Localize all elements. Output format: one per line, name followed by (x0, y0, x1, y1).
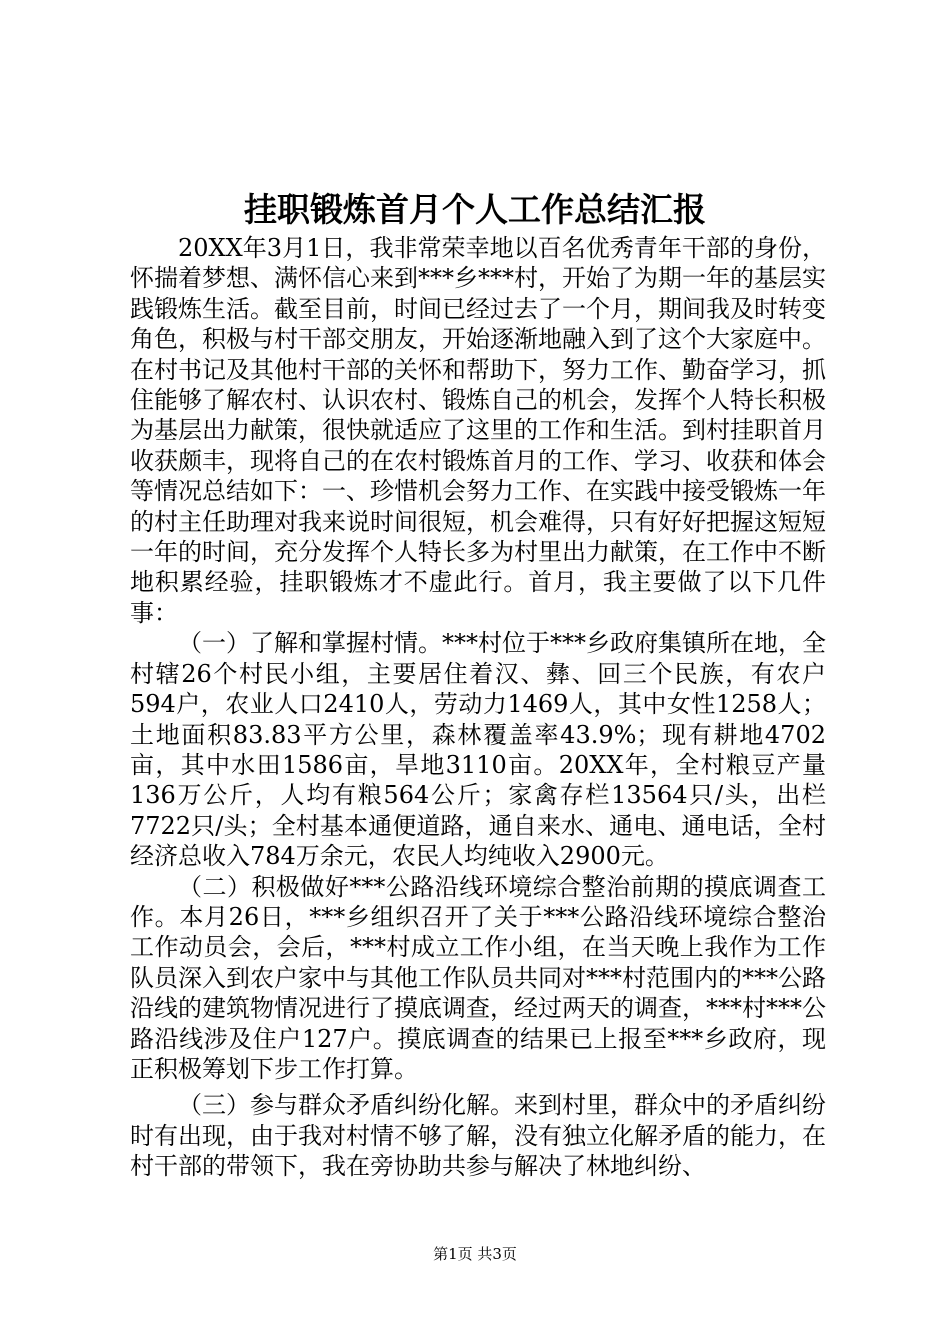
document-title: 挂职锻炼首月个人工作总结汇报 (244, 190, 706, 229)
paragraph-village-info: （一）了解和掌握村情。***村位于***乡政府集镇所在地，全村辖26个村民小组，主要居住着汉、彝、回三个民族，有农户594户，农业人口2410人，劳动力1469人，其中女性1258人；土地面积83.83平方公里，森林覆盖率43.9%；现有耕地4702亩，其中水田1586亩，旱地3110亩。20XX年，全村粮豆产量136万公斤，人均有粮564公斤；家禽存栏13564只/头，出栏7722只/头；全村基本通便道路，通自来水、通电、通电话，全村经济总收入784万余元，农民人均纯收入2900元。 (130, 629, 826, 871)
paragraph-intro: 20XX年3月1日，我非常荣幸地以百名优秀青年干部的身份，怀揣着梦想、满怀信心来到***乡***村，开始了为期一年的基层实践锻炼生活。截至目前，时间已经过去了一个月，期间我及时转变角色，积极与村干部交朋友，开始逐渐地融入到了这个大家庭中。在村书记及其他村干部的关怀和帮助下，努力工作、勤奋学习，抓住能够了解农村、认识农村、锻炼自己的机会，发挥个人特长积极为基层出力献策，很快就适应了这里的工作和生活。到村挂职首月收获颇丰，现将自己的在农村锻炼首月的工作、学习、收获和体会等情况总结如下：一、珍惜机会努力工作、在实践中接受锻炼一年的村主任助理对我来说时间很短，机会难得，只有好好把握这短短一年的时间，充分发挥个人特长多为村里出力献策，在工作中不断地积累经验，挂职锻炼才不虚此行。首月，我主要做了以下几件事： (130, 234, 826, 627)
page-number: 第1页 共3页 (433, 1245, 517, 1263)
paragraph-dispute-resolution: （三）参与群众矛盾纠纷化解。来到村里，群众中的矛盾纠纷时有出现，由于我对村情不够了解，没有独立化解矛盾的能力，在村干部的带领下，我在旁协助共参与解决了林地纠纷、 (130, 1091, 826, 1181)
document-body (130, 233, 826, 1182)
paragraph-survey-work: （二）积极做好***公路沿线环境综合整治前期的摸底调查工作。本月26日，***乡组织召开了关于***公路沿线环境综合整治工作动员会，会后，***村成立工作小组，在当天晚上我作为工作队员深入到农户家中与其他工作队员共同对***村范围内的***公路沿线的建筑物情况进行了摸底调查，经过两天的调查，***村***公路沿线涉及住户127户。摸底调查的结果已上报至***乡政府，现正积极筹划下步工作打算。 (130, 872, 826, 1083)
